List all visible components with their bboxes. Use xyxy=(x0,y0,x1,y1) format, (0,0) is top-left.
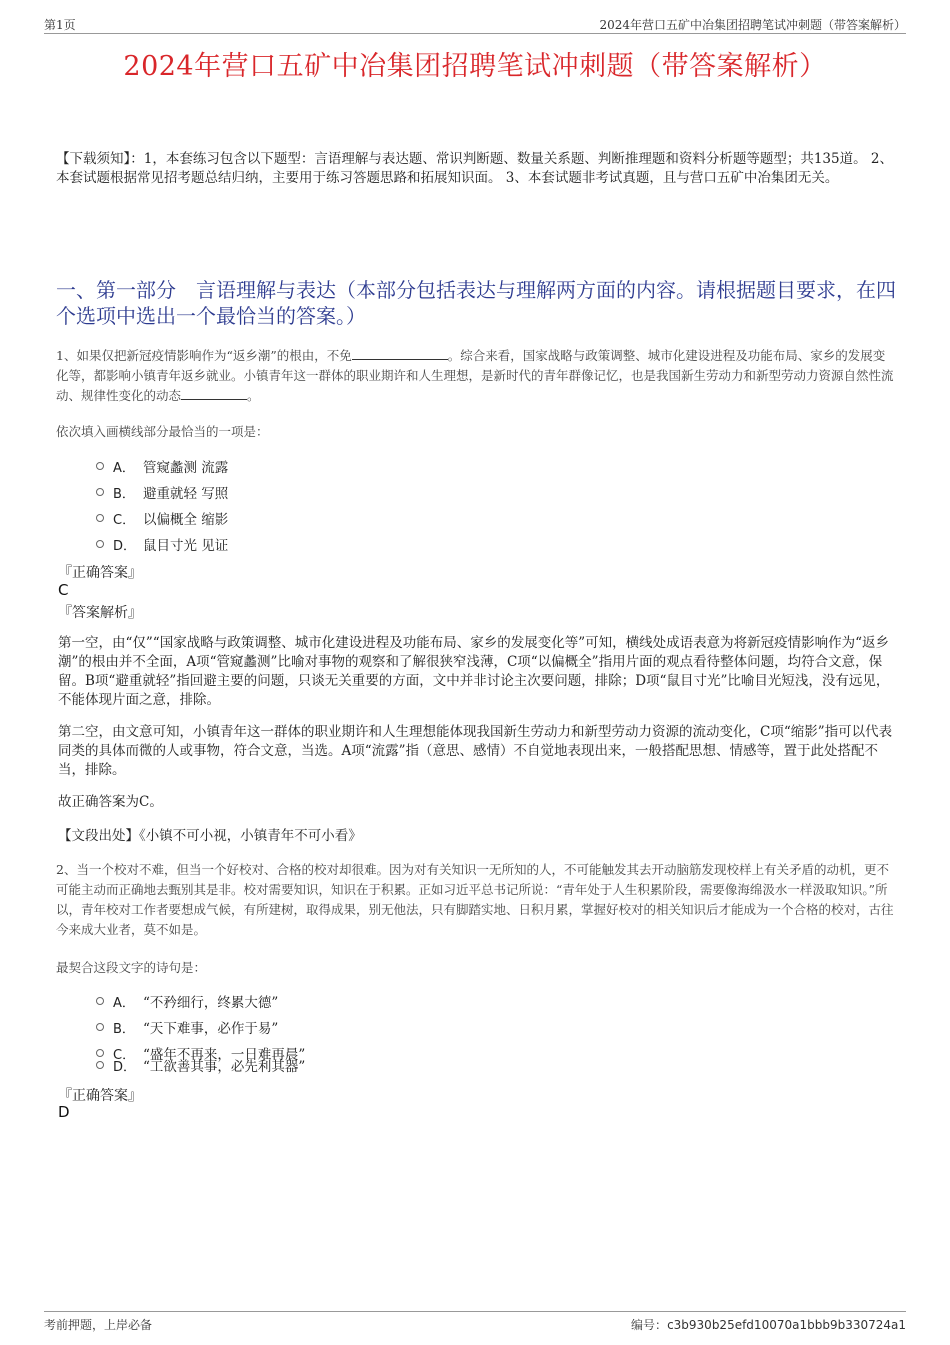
option-text: 管窥蠡测 流露 xyxy=(143,460,229,476)
question-1-option-b[interactable] xyxy=(96,483,228,501)
option-letter: B． xyxy=(113,1021,135,1037)
footer-code-label: 编号： xyxy=(631,1318,668,1332)
footer-code-value: c3b930b25efd10070a1bbb9b330724a1 xyxy=(667,1318,906,1332)
question-1-option-a[interactable] xyxy=(96,457,228,475)
question-1-answer: C xyxy=(58,581,69,599)
option-letter: C． xyxy=(113,512,136,528)
footer-divider xyxy=(44,1311,906,1312)
question-2-prompt: 最契合这段文字的诗句是： xyxy=(56,960,207,975)
blank-1 xyxy=(352,347,448,360)
page-number: 第1页 xyxy=(44,18,76,32)
question-1-conclusion: 故正确答案为C。 xyxy=(58,794,163,810)
question-1-analysis-1: 第一空，由“仅”“国家战略与政策调整、城市化建设进程及功能布局、家乡的发展变化等”可知，横线处成语表意为将新冠疫情影响作为“返乡潮”的根由并不全面，A项“管窥蠡测”比喻对事物的观察和了解很狭窄浅薄，C项“以偏概全”指用片面的观点看待整体问题，均符合文意，保留。B项“避重就轻”指回避主要的问题，只谈无关重要的方面，文中并非讨论主次要问题，排除；D项“鼠目寸光”比喻目光短浅，没有远见，不能体现片面之意，排除。 xyxy=(58,635,890,708)
question-2-answer-label: 『正确答案』 xyxy=(58,1088,142,1104)
question-1-option-d[interactable] xyxy=(96,535,228,553)
question-1-source: 【文段出处】《小镇不可小视，小镇青年不可小看》 xyxy=(58,828,362,844)
question-2-answer: D xyxy=(58,1103,70,1121)
footer-doc-code xyxy=(631,1316,906,1333)
section-heading: 一、第一部分 言语理解与表达（本部分包括表达与理解两方面的内容。请根据题目要求，在四个选项中选出一个最恰当的答案。） xyxy=(56,278,896,328)
page-title: 2024年营口五矿中冶集团招聘笔试冲刺题（带答案解析） xyxy=(123,51,827,82)
download-notice: 【下载须知】：1，本套练习包含以下题型：言语理解与表达题、常识判断题、数量关系题、判断推理题和资料分析题等题型；共135道。 2、本套试题根据常见招考题总结归纳，主要用于练习答题思路和拓展知识面。 3、本套试题非考试真题，且与营口五矿中冶集团无关。 xyxy=(56,151,893,186)
question-1-text-part-a: 1、如果仅把新冠疫情影响作为“返乡潮”的根由，不免 xyxy=(56,348,352,363)
question-2-option-b[interactable] xyxy=(96,1018,278,1036)
option-text: “不矜细行，终累大德” xyxy=(143,995,279,1011)
radio-icon[interactable] xyxy=(96,462,104,470)
question-1-answer-label: 『正确答案』 xyxy=(58,565,142,581)
radio-icon[interactable] xyxy=(96,488,104,496)
option-letter: D． xyxy=(113,1059,137,1075)
option-text: 鼠目寸光 见证 xyxy=(143,538,229,554)
question-2-option-d[interactable] xyxy=(96,1056,305,1074)
question-1-text-part-b: 。综合来看，国家战略与政策调整、城市化建设进程及功能布局、家乡的发展变化等，都影响小镇青年返乡就业。小镇青年这一群体的职业期许和人生理想，是新时代的青年群像记忆，也是我国新生劳动力和新型劳动力资源自然性流动、规律性变化的动态 xyxy=(56,348,894,403)
question-1-text xyxy=(56,346,896,406)
radio-icon[interactable] xyxy=(96,540,104,548)
header-doc-title: 2024年营口五矿中冶集团招聘笔试冲刺题（带答案解析） xyxy=(599,18,906,32)
question-2-text: 2、当一个校对不难，但当一个好校对、合格的校对却很难。因为对有关知识一无所知的人，不可能触发其去开动脑筋发现校样上有关矛盾的动机，更不可能主动而正确地去甄别其是非。校对需要知识，知识在于积累。正如习近平总书记所说：“青年处于人生积累阶段，需要像海绵汲水一样汲取知识。”所以，青年校对工作者要想成气候，有所建树，取得成果，别无他法，只有脚踏实地、日积月累，掌握好校对的相关知识后才能成为一个合格的校对，古往今来成大业者，莫不如是。 xyxy=(56,862,894,937)
footer-slogan: 考前押题，上岸必备 xyxy=(44,1318,153,1332)
radio-icon[interactable] xyxy=(96,1061,104,1069)
radio-icon[interactable] xyxy=(96,997,104,1005)
option-letter: C． xyxy=(113,1047,136,1063)
header-divider xyxy=(44,33,906,34)
question-1-analysis-label: 『答案解析』 xyxy=(58,605,142,621)
option-text: “盛年不再来，一日难再晨” xyxy=(143,1047,306,1063)
radio-icon[interactable] xyxy=(96,1023,104,1031)
option-letter: D． xyxy=(113,538,137,554)
question-1-prompt: 依次填入画横线部分最恰当的一项是： xyxy=(56,424,269,439)
question-2-option-a[interactable] xyxy=(96,992,278,1010)
question-1-text-part-c: 。 xyxy=(247,388,260,403)
option-text: 以偏概全 缩影 xyxy=(143,512,229,528)
blank-2 xyxy=(181,387,247,400)
option-text: “天下难事，必作于易” xyxy=(143,1021,279,1037)
option-text: 避重就轻 写照 xyxy=(143,486,229,502)
option-letter: A． xyxy=(113,460,135,476)
question-1-analysis-2: 第二空，由文意可知，小镇青年这一群体的职业期许和人生理想能体现我国新生劳动力和新型劳动力资源的流动变化，C项“缩影”指可以代表同类的具体而微的人或事物，符合文意，当选。A项“流露”指（意思、感情）不自觉地表现出来，一般搭配思想、情感等，置于此处搭配不当，排除。 xyxy=(58,724,893,778)
option-letter: A． xyxy=(113,995,135,1011)
radio-icon[interactable] xyxy=(96,514,104,522)
option-text: “工欲善其事，必先利其器” xyxy=(143,1059,306,1075)
option-letter: B． xyxy=(113,486,135,502)
question-1-option-c[interactable] xyxy=(96,509,228,527)
